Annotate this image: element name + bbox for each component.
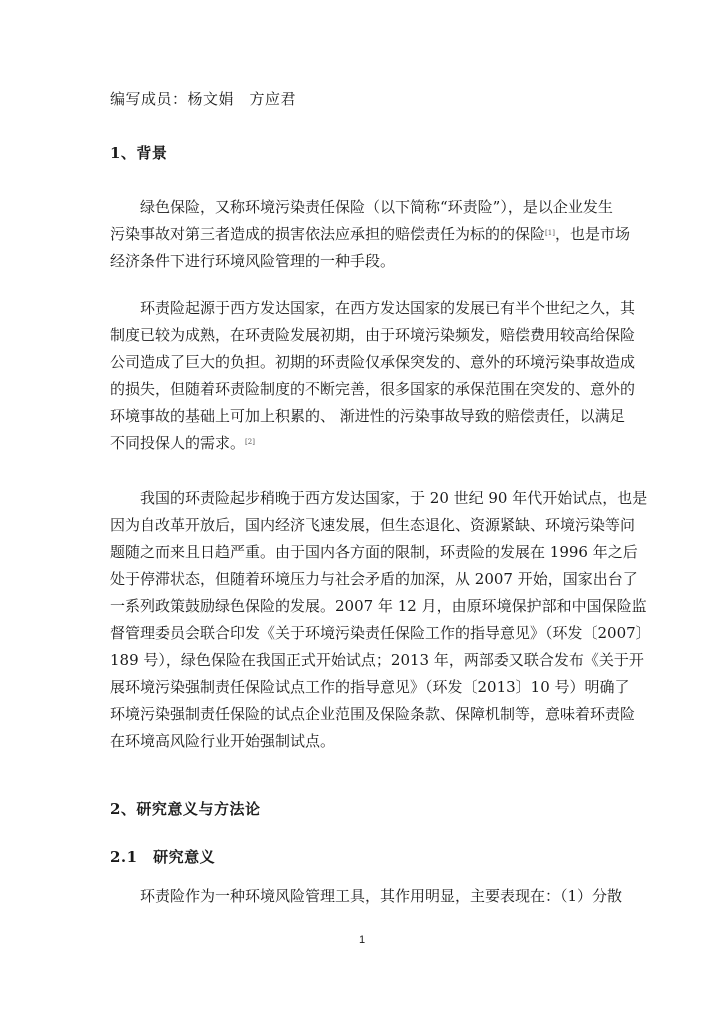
paragraph-line [110,512,636,539]
line-text: 环境事故的基础上可加上积累的、 渐进性的污染事故导致的赔偿责任，以满足 [110,407,625,425]
citation-ref: [2] [245,438,255,446]
paragraph-line [110,221,630,248]
paragraph-line [110,485,648,512]
line-text: 展环境污染强制责任保险试点工作的指导意见》（环发〔2013〕10 号）明确了 [110,678,630,696]
section-2-1-heading: 2.1 研究意义 [110,848,216,866]
paragraph-line [110,593,647,620]
line-text: 处于停滞状态，但随着环境压力与社会矛盾的加深，从 2007 开始，国家出台了 [110,570,638,588]
section-1-heading: 1、背景 [110,144,168,162]
line-text: 因为自改革开放后，国内经济飞速发展，但生态退化、资源紧缺、环境污染等问 [110,516,636,534]
citation-ref: [1] [545,229,555,237]
line-text: 189 号），绿色保险在我国正式开始试点；2013 年，两部委又联合发布《关于开 [110,651,644,669]
paragraph-line [110,322,636,349]
paragraph-line [110,403,625,430]
line-text: 环责险作为一种环境风险管理工具，其作用明显，主要表现在：（1）分散 [140,887,623,905]
section-2-heading: 2、研究意义与方法论 [110,800,261,818]
line-text: 经济条件下进行环境风险管理的一种手段。 [110,252,396,270]
line-text: ，也是市场 [554,225,630,243]
paragraph-line [110,883,623,910]
line-text: 污染事故对第三者造成的损害依法应承担的赔偿责任为标的的保险 [110,225,546,243]
line-text: 题随之而来且日趋严重。由于国内各方面的限制，环责险的发展在 1996 年之后 [110,543,638,561]
paragraph-line [110,566,638,593]
paragraph-line [110,349,636,376]
line-text: 环境污染强制责任保险的试点企业范围及保险条款、保障机制等，意味着环责险 [110,705,636,723]
paragraph-line [110,539,638,566]
paragraph-line [110,674,630,701]
paragraph-line [110,248,614,275]
paragraph-line [110,701,636,728]
line-text: 我国的环责险起步稍晚于西方发达国家，于 20 世纪 90 年代开始试点，也是 [140,489,648,507]
line-text: 环责险起源于西方发达国家，在西方发达国家的发展已有半个世纪之久，其 [140,299,636,317]
line-text: 的损失，但随着环责险制度的不断完善，很多国家的承保范围在突发的、意外的 [110,380,636,398]
line-text: 一系列政策鼓励绿色保险的发展。2007 年 12 月，由原环境保护部和中国保险监 [110,597,647,615]
paragraph-line [110,647,644,674]
paragraph-line [110,430,614,457]
line-text: 在环境高风险行业开始强制试点。 [110,732,336,750]
line-text: 公司造成了巨大的负担。初期的环责险仅承保突发的、意外的环境污染事故造成 [110,353,636,371]
page-number: 1 [358,934,366,946]
line-text: 制度已较为成熟，在环责险发展初期，由于环境污染频发，赔偿费用较高给保险 [110,326,636,344]
section-1-paragraph-2 [110,295,636,457]
paragraph-line [110,194,614,221]
section-1-paragraph-1 [110,194,630,275]
line-text: 不同投保人的需求。 [110,434,246,452]
paragraph-line [110,728,614,755]
section-1-paragraph-3 [110,485,651,755]
paragraph-line [110,376,636,403]
paragraph-line [110,295,636,322]
section-2-1-paragraph-1 [110,883,623,910]
authors-line: 编写成员：杨文娟 方应君 [110,90,297,108]
line-text: 绿色保险，又称环境污染责任保险（以下简称“环责险”），是以企业发生 [140,198,613,216]
line-text: 督管理委员会联合印发《关于环境污染责任保险工作的指导意见》（环发〔2007〕 [110,624,651,642]
paragraph-line [110,620,651,647]
